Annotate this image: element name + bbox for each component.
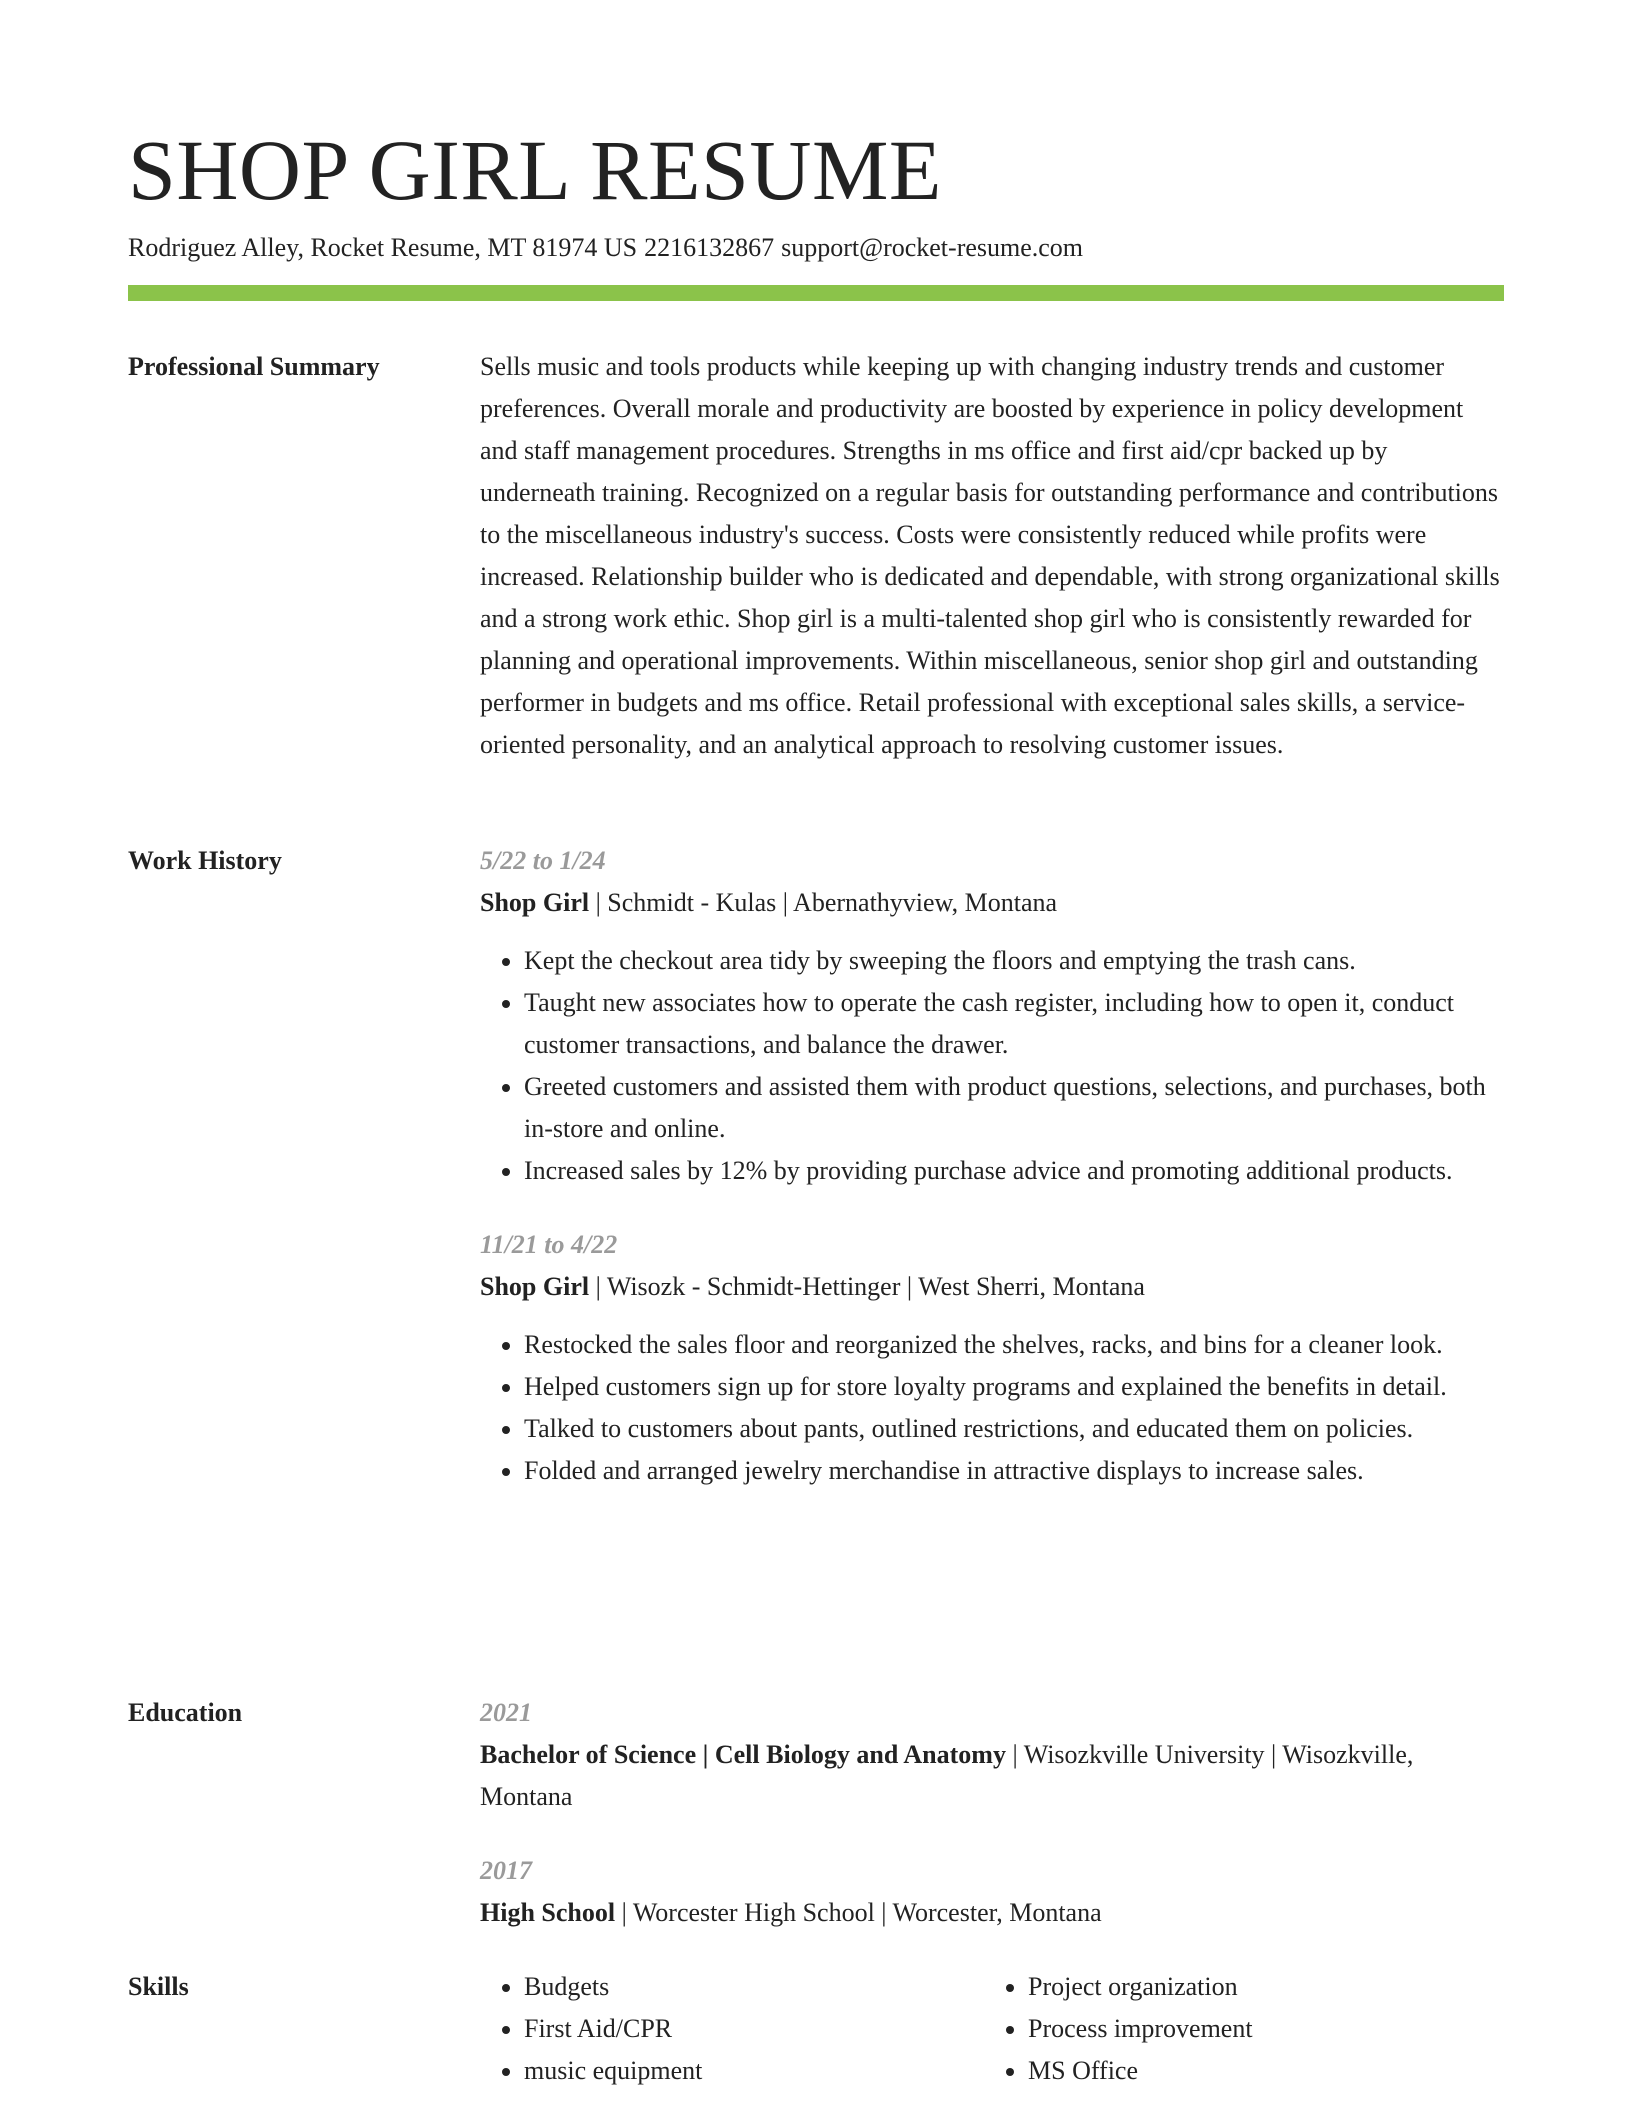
skill-item: • Project organization — [1028, 1966, 1488, 2008]
job-heading — [480, 882, 1504, 924]
job-bullet: • Helped customers sign up for store loyalty programs and explained the benefits in detail. — [524, 1366, 1504, 1408]
summary-body — [480, 346, 1504, 766]
education-year: 2021 — [480, 1698, 532, 1727]
education-heading — [480, 1734, 1504, 1818]
skills-columns — [480, 1966, 1504, 2092]
skill-item: • MS Office — [1028, 2050, 1488, 2092]
skills-list-left — [480, 1966, 984, 2092]
skill-item: • Process improvement — [1028, 2008, 1488, 2050]
job-dates: 11/21 to 4/22 — [480, 1230, 618, 1259]
education-details: | Wisozkville University | Wisozkville, Montana — [480, 1740, 1414, 1811]
job-details: | Wisozk - Schmidt-Hettinger | West Sherri, Montana — [589, 1272, 1145, 1301]
contact-email[interactable]: support@rocket-resume.com — [781, 233, 1084, 262]
section-heading-summary: Professional Summary — [128, 352, 380, 381]
summary-text: Sells music and tools products while keeping up with changing industry trends and customer preferences. Overall morale and productivity are boosted by experience in policy development and staff management procedures. Strengths in ms office and first aid/cpr backed up by underneath training. Recognized on a regular basis for outstanding performance and contributions to the miscellaneous industry's success. Costs were consistently reduced while profits were increased. Relationship builder who is dedicated and dependable, with strong organizational skills and a strong work ethic. Shop girl is a multi-talented shop girl who is consistently rewarded for planning and operational improvements. Within miscellaneous, senior shop girl and outstanding performer in budgets and ms office. Retail professional with exceptional sales skills, a service-oriented personality, and an analytical approach to resolving customer issues. — [480, 352, 1500, 759]
skill-item: • music equipment — [524, 2050, 984, 2092]
job-bullet: • Talked to customers about pants, outlined restrictions, and educated them on policies. — [524, 1408, 1504, 1450]
education-body — [480, 1692, 1504, 1934]
job-heading — [480, 1266, 1504, 1308]
job-details: | Schmidt - Kulas | Abernathyview, Montana — [589, 888, 1058, 917]
resume-title: SHOP GIRL RESUME — [128, 122, 942, 218]
job-bullet: • Restocked the sales floor and reorganized the shelves, racks, and bins for a cleaner look. — [524, 1324, 1504, 1366]
work-history-body — [480, 840, 1504, 1492]
job-bullet: • Greeted customers and assisted them with product questions, selections, and purchases, both in-store and online. — [524, 1066, 1504, 1150]
job-bullet: • Folded and arranged jewelry merchandise in attractive displays to increase sales. — [524, 1450, 1504, 1492]
education-year: 2017 — [480, 1856, 532, 1885]
section-heading-work-history: Work History — [128, 846, 282, 875]
education-degree: Bachelor of Science | Cell Biology and Anatomy — [480, 1740, 1006, 1769]
job-entry — [480, 840, 1504, 1192]
section-heading-education: Education — [128, 1698, 243, 1727]
skill-item: • First Aid/CPR — [524, 2008, 984, 2050]
skills-list-right — [984, 1966, 1488, 2092]
education-entry — [480, 1692, 1504, 1818]
skills-body — [480, 1966, 1504, 2092]
accent-divider — [128, 285, 1504, 301]
contact-address: Rodriguez Alley, Rocket Resume, MT 81974 US — [128, 233, 638, 262]
job-entry — [480, 1224, 1504, 1492]
job-bullet: • Taught new associates how to operate the cash register, including how to open it, conduct customer transactions, and balance the drawer. — [524, 982, 1504, 1066]
education-degree: High School — [480, 1898, 616, 1927]
education-heading — [480, 1892, 1504, 1934]
job-bullets — [480, 1324, 1504, 1492]
job-bullets — [480, 940, 1504, 1192]
job-title: Shop Girl — [480, 1272, 590, 1301]
section-heading-skills: Skills — [128, 1972, 189, 2001]
job-bullet: • Increased sales by 12% by providing purchase advice and promoting additional products. — [524, 1150, 1504, 1192]
skill-item: • Budgets — [524, 1966, 984, 2008]
education-details: | Worcester High School | Worcester, Montana — [615, 1898, 1102, 1927]
job-title: Shop Girl — [480, 888, 590, 917]
education-entry — [480, 1850, 1504, 1934]
job-bullet: • Kept the checkout area tidy by sweeping the floors and emptying the trash cans. — [524, 940, 1504, 982]
job-dates: 5/22 to 1/24 — [480, 846, 606, 875]
contact-line — [128, 230, 1083, 266]
contact-phone: 2216132867 — [644, 233, 775, 262]
